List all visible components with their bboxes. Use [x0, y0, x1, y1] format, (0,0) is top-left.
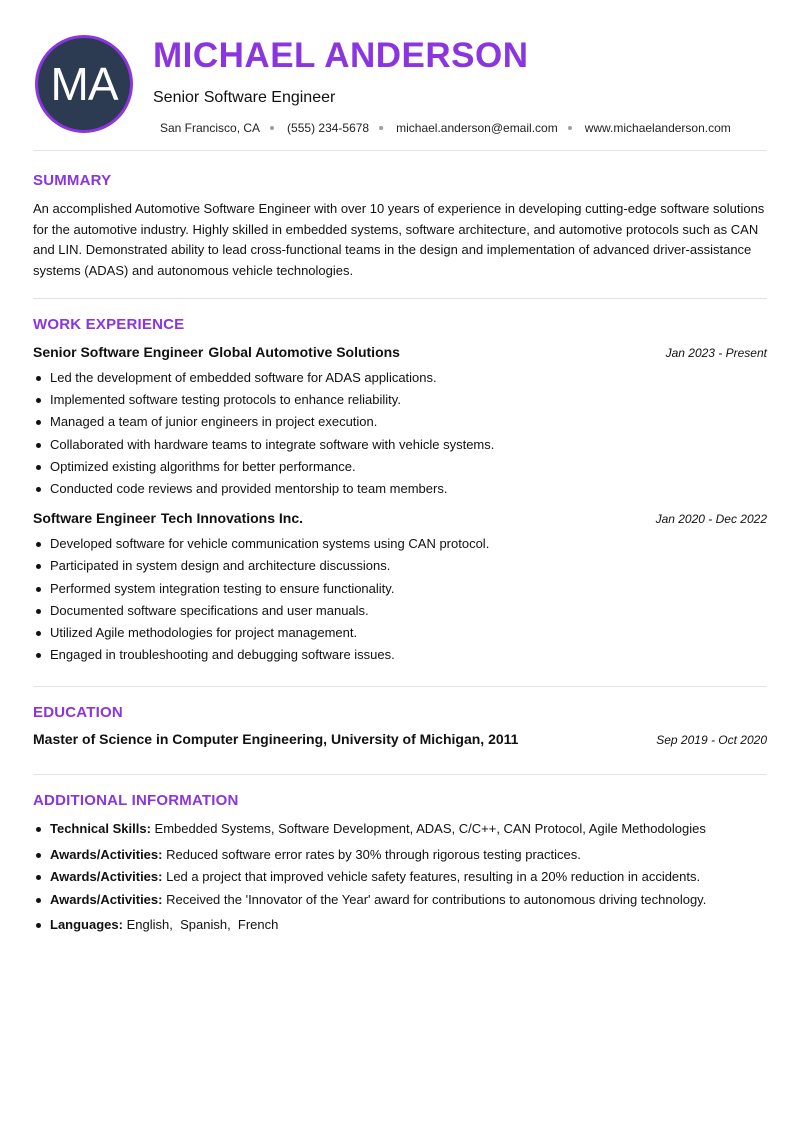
separator-dot	[379, 126, 383, 130]
info-label: Awards/Activities:	[50, 891, 163, 907]
info-text: Led a project that improved vehicle safety features, resulting in a 20% reduction in accidents.	[166, 869, 701, 885]
job-entry	[33, 510, 767, 666]
list-item: Led the development of embedded software for ADAS applications.	[33, 367, 767, 389]
list-item: Engaged in troubleshooting and debugging software issues.	[33, 644, 767, 666]
contact-info	[160, 121, 731, 135]
job-role: Software Engineer	[33, 510, 156, 527]
job-header	[33, 510, 767, 526]
list-item: Performed system integration testing to ensure functionality.	[33, 578, 767, 600]
job-company: Global Automotive Solutions	[208, 344, 400, 360]
education-heading: EDUCATION	[33, 704, 123, 722]
list-item: Participated in system design and architecture discussions.	[33, 555, 767, 577]
list-item: Collaborated with hardware teams to integrate software with vehicle systems.	[33, 434, 767, 456]
avatar	[35, 35, 133, 133]
list-item: Developed software for vehicle communication systems using CAN protocol.	[33, 533, 767, 555]
contact-phone: (555) 234-5678	[287, 121, 396, 135]
job-company: Tech Innovations Inc.	[160, 510, 304, 527]
contact-location: San Francisco, CA	[160, 121, 287, 135]
summary-heading: SUMMARY	[33, 172, 112, 189]
list-item: Utilized Agile methodologies for project management.	[33, 622, 767, 644]
education-section	[33, 687, 767, 774]
list-item	[33, 844, 767, 867]
contact-website: www.michaelanderson.com	[584, 121, 731, 135]
degree: Master of Science in Computer Engineering, University of Michigan, 2011	[33, 731, 519, 748]
job-dates: Jan 2020 - Dec 2022	[655, 512, 767, 527]
candidate-title: Senior Software Engineer	[153, 89, 336, 106]
job-dates: Jan 2023 - Present	[665, 346, 767, 360]
contact-email: michael.anderson@email.com	[396, 121, 585, 135]
list-item	[33, 889, 767, 912]
list-item: Optimized existing algorithms for better performance.	[33, 456, 767, 478]
avatar-initials: MA	[50, 58, 118, 110]
info-text: Reduced software error rates by 30% through rigorous testing practices.	[166, 846, 581, 862]
job-header	[33, 344, 767, 360]
list-item: Conducted code reviews and provided mentorship to team members.	[33, 478, 767, 500]
additional-information-section	[33, 775, 767, 937]
info-text: Embedded Systems, Software Development, ADAS, C/C++, CAN Protocol, Agile Methodologies	[154, 821, 706, 837]
education-dates: Sep 2019 - Oct 2020	[656, 733, 767, 748]
resume-header	[33, 0, 767, 150]
list-item: Documented software specifications and user manuals.	[33, 600, 767, 622]
info-text: Received the 'Innovator of the Year' award for contributions to autonomous driving technology.	[166, 891, 707, 907]
education-entry	[33, 731, 767, 747]
additional-info-list	[33, 818, 767, 937]
additional-information-heading: ADDITIONAL INFORMATION	[33, 792, 239, 810]
summary-text: An accomplished Automotive Software Engineer with over 10 years of experience in developing cutting-edge software solutions for the automotive industry. Highly skilled in embedded systems, software architecture, and automotive protocols such as CAN and LIN. Demonstrated ability to lead cross-functional teams in the design and implementation of advanced driver-assistance systems (ADAS) and autonomous vehicle technologies.	[33, 201, 765, 278]
job-bullets	[33, 367, 767, 500]
list-item	[33, 866, 767, 889]
language: , Spanish	[169, 917, 227, 932]
job-bullets	[33, 533, 767, 666]
separator-dot	[270, 126, 274, 130]
language: , French	[227, 917, 278, 932]
list-item	[33, 914, 767, 937]
info-label: Languages:	[50, 917, 123, 933]
info-label: Awards/Activities:	[50, 869, 163, 885]
work-experience-section	[33, 299, 767, 686]
candidate-name: MICHAEL ANDERSON	[153, 36, 529, 75]
list-item: Managed a team of junior engineers in project execution.	[33, 411, 767, 433]
language: English	[126, 917, 170, 933]
info-label: Technical Skills:	[50, 821, 151, 837]
summary-section	[33, 151, 767, 298]
list-item: Implemented software testing protocols to enhance reliability.	[33, 389, 767, 411]
separator-dot	[568, 126, 572, 130]
info-label: Awards/Activities:	[50, 846, 163, 862]
work-experience-heading: WORK EXPERIENCE	[33, 316, 185, 333]
job-entry	[33, 344, 767, 500]
list-item	[33, 818, 767, 841]
job-role: Senior Software Engineer	[33, 344, 204, 360]
